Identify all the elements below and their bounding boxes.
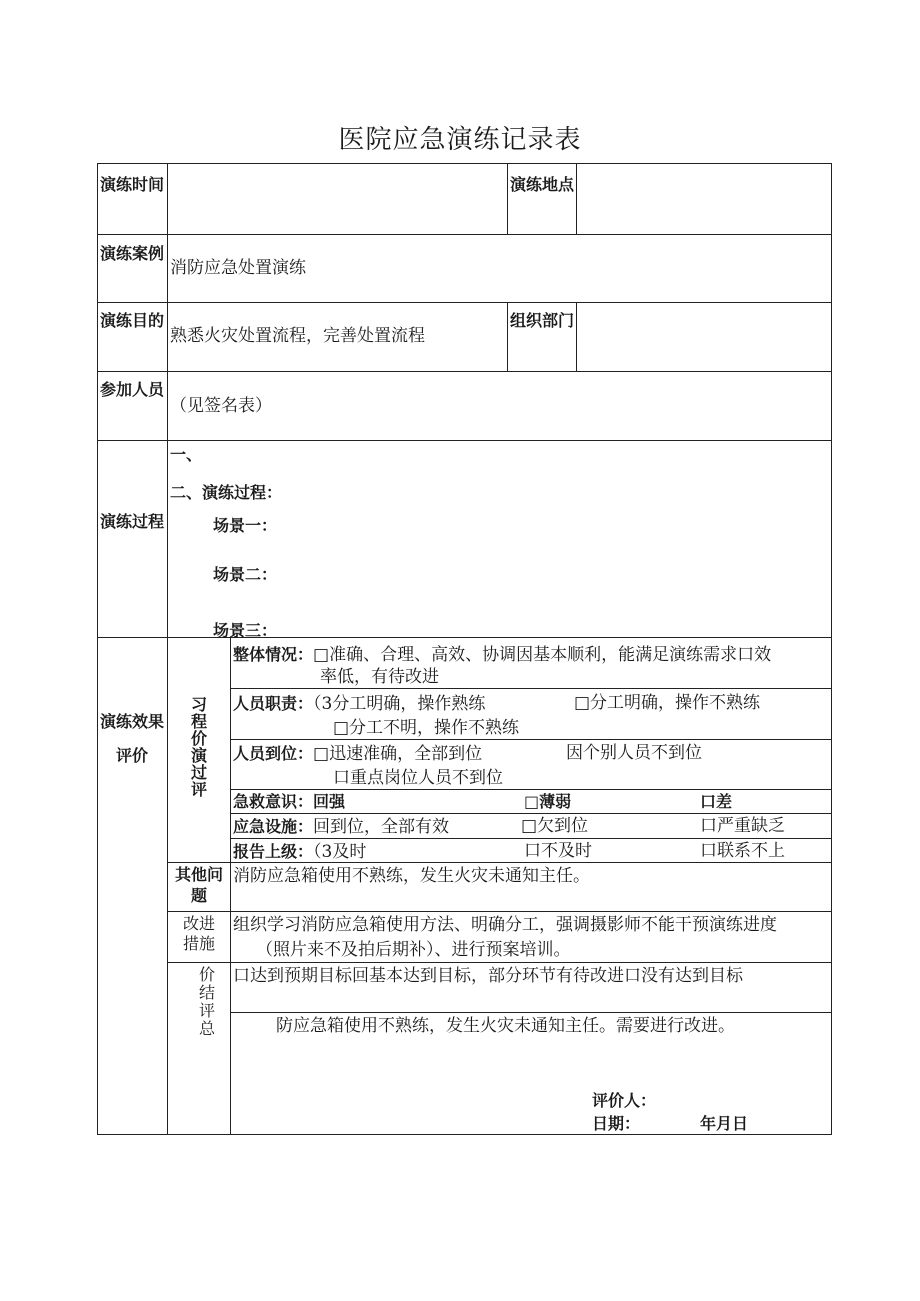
col-divider xyxy=(507,302,508,371)
facility-label: 应急设施： xyxy=(233,817,314,836)
purpose-value: 熟悉火灾处置流程，完善处置流程 xyxy=(170,326,425,346)
arrival-opt-3: 口重点岗位人员不到位 xyxy=(333,768,503,788)
summary-text: 防应急箱使用不熟练，发生火灾未通知主任。需要进行改进。 xyxy=(276,1016,735,1036)
purpose-label: 演练目的 xyxy=(100,311,165,330)
firstaid-opt-2: □薄弱 xyxy=(524,792,572,811)
improvements-text-cont: （照片来不及拍后期补）、进行预案培训。 xyxy=(256,940,571,960)
col-divider xyxy=(167,637,168,1135)
row-divider xyxy=(97,234,832,235)
row-divider xyxy=(97,440,832,441)
summary-options: 口达到预期目标回基本达到目标，部分环节有待改进口没有达到目标 xyxy=(233,966,743,986)
arrival-opt-1: □迅速准确，全部到位 xyxy=(313,744,483,764)
scene-3: 场景三： xyxy=(213,621,278,640)
participants-label: 参加人员 xyxy=(100,380,165,399)
row-divider xyxy=(167,911,832,912)
effect-label: 演练效果评价 xyxy=(100,712,165,765)
improvements-label: 改进措施 xyxy=(182,914,215,953)
row-divider xyxy=(230,739,832,740)
row-divider xyxy=(97,302,832,303)
process-label: 演练过程 xyxy=(100,512,165,531)
page-title: 医院应急演练记录表 xyxy=(338,125,582,155)
arrival-row xyxy=(233,741,482,767)
duty-label: 人员职责： xyxy=(233,694,314,713)
other-issues-label: 其他问题 xyxy=(174,865,223,905)
report-opt-1: （3及时 xyxy=(313,842,367,862)
evaluator-label: 评价人： xyxy=(592,1091,657,1110)
overall-text: □准确、合理、高效、协调因基本顺利，能满足演练需求口效 xyxy=(313,645,772,665)
col-divider xyxy=(576,163,577,234)
facility-opt-1: 回到位，全部有效 xyxy=(313,817,450,837)
improvements-text: 组织学习消防应急箱使用方法、明确分工，强调摄影师不能干预演练进度 xyxy=(233,915,777,935)
firstaid-label: 急救意识： xyxy=(233,792,314,811)
arrival-label: 人员到位： xyxy=(233,744,314,763)
duty-row xyxy=(233,691,485,717)
date-value: 年月日 xyxy=(700,1114,749,1133)
date-label: 日期： xyxy=(592,1114,641,1133)
row-divider xyxy=(97,637,832,638)
facility-opt-2: □欠到位 xyxy=(521,816,589,836)
overall-label: 整体情况： xyxy=(233,645,314,664)
firstaid-row xyxy=(233,789,345,814)
case-value: 消防应急处置演练 xyxy=(170,258,306,278)
overall-row xyxy=(233,642,771,668)
duty-opt-3: □分工不明，操作不熟练 xyxy=(333,718,520,738)
duty-opt-1: （3分工明确，操作熟练 xyxy=(313,694,486,714)
col-divider xyxy=(576,302,577,371)
overall-text-cont: 率低，有待改进 xyxy=(320,667,439,687)
process-line-1: 一、 xyxy=(170,445,203,464)
report-row xyxy=(233,839,366,865)
col-divider xyxy=(230,637,231,1135)
org-label: 组织部门 xyxy=(510,311,575,330)
facility-opt-3: 口严重缺乏 xyxy=(700,816,785,836)
row-divider xyxy=(230,1012,832,1013)
scene-1: 场景一： xyxy=(213,516,278,535)
firstaid-opt-3: 口差 xyxy=(700,792,733,811)
arrival-opt-2: 因个别人员不到位 xyxy=(566,743,702,763)
time-label: 演练时间 xyxy=(100,175,165,194)
duty-opt-2: □分工明确，操作不熟练 xyxy=(574,693,761,713)
report-opt-3: 口联系不上 xyxy=(700,841,785,861)
case-label: 演练案例 xyxy=(100,244,165,263)
firstaid-opt-1: 回强 xyxy=(313,792,346,811)
participants-value: （见签名表） xyxy=(170,396,272,416)
col-divider xyxy=(507,163,508,234)
process-eval-label: 习程价演过评 xyxy=(190,695,207,799)
process-line-2: 二、演练过程： xyxy=(170,483,283,502)
other-issues-text: 消防应急箱使用不熟练，发生火灾未通知主任。 xyxy=(233,866,590,886)
facility-row xyxy=(233,814,449,840)
report-opt-2: 口不及时 xyxy=(524,841,592,861)
report-label: 报告上级： xyxy=(233,842,314,861)
scene-2: 场景二： xyxy=(213,565,278,584)
row-divider xyxy=(97,371,832,372)
col-divider xyxy=(167,163,168,637)
summary-label: 价结评总 xyxy=(198,965,215,1038)
location-label: 演练地点 xyxy=(510,175,575,194)
